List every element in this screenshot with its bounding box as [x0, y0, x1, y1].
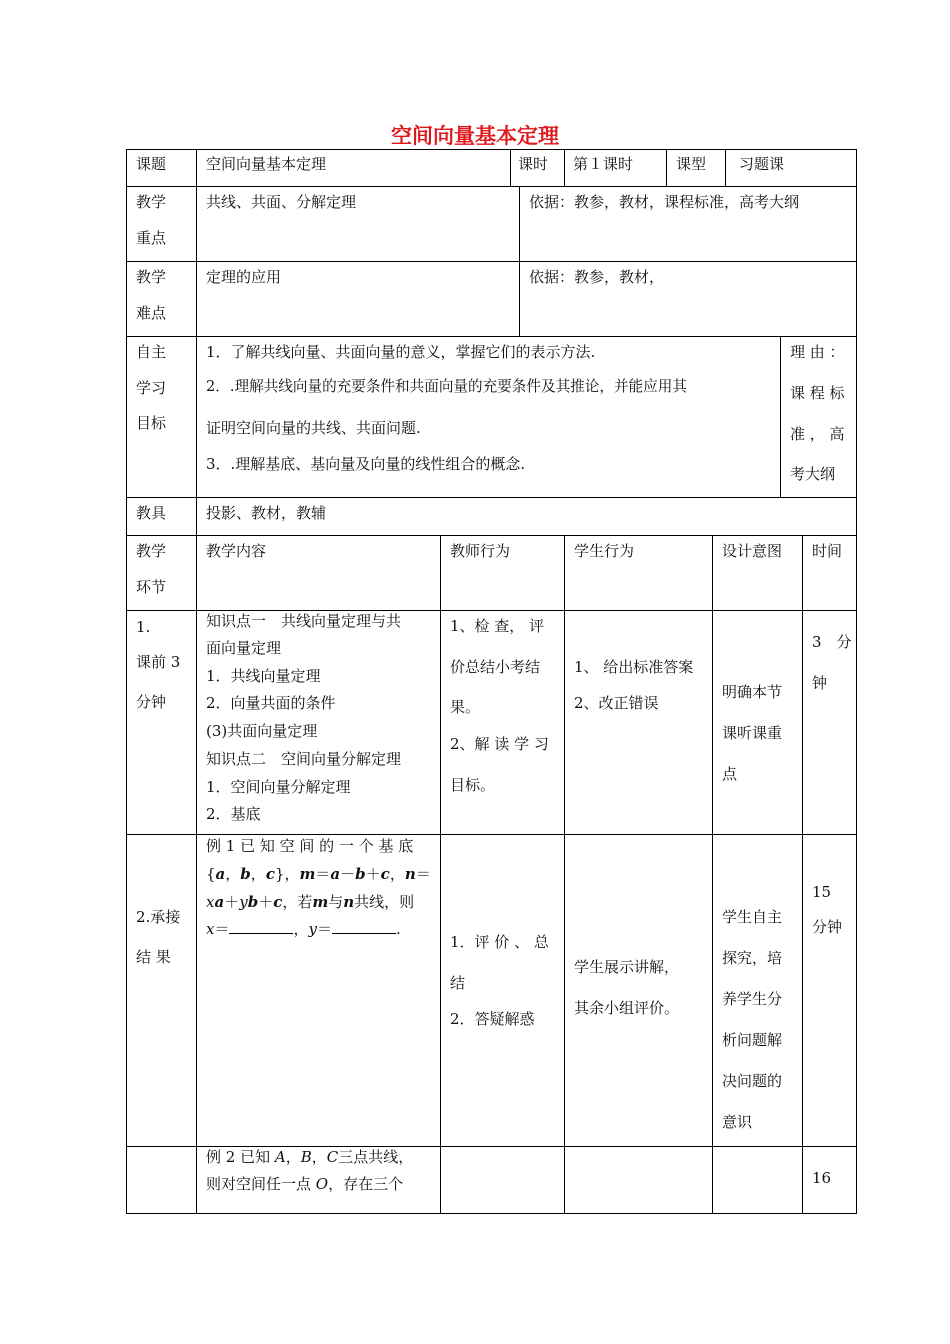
student-line: 1、 给出标准答案 [574, 658, 694, 676]
intent-line: 析问题解 [722, 1031, 783, 1049]
table-rule [519, 186, 520, 337]
table-rule [856, 149, 857, 1214]
example-2-line: 则对空间任一点 O，存在三个 [206, 1175, 404, 1193]
teacher-line: 结 [450, 974, 466, 992]
teacher-line: 1．评 价 、 总 [450, 933, 549, 951]
difficulties-label: 难点 [136, 304, 167, 322]
table-rule [780, 336, 781, 498]
objective-item: 3．.理解基底、基向量及向量的线性组合的概念. [206, 455, 526, 473]
content-line: 1．空间向量分解定理 [206, 778, 351, 796]
time-cell: 15 [812, 883, 832, 901]
topic-label: 课题 [136, 155, 167, 173]
table-rule [126, 336, 857, 337]
tools-label: 教具 [136, 504, 167, 522]
intent-line: 探究，培 [722, 949, 783, 967]
table-rule [440, 535, 441, 1214]
objective-item: 2．.理解共线向量的充要条件和共面向量的充要条件及其推论，并能应用其 [206, 378, 687, 395]
table-rule [712, 535, 713, 1214]
intent-line: 学生自主 [722, 908, 783, 926]
table-rule [126, 834, 857, 835]
content-line: 知识点一 共线向量定理与共 [206, 612, 402, 630]
lesson-type-label: 课型 [676, 155, 707, 173]
difficulties-basis: 依据：教参，教材， [529, 268, 665, 286]
table-rule [126, 149, 857, 150]
answer-blank[interactable] [332, 921, 396, 934]
time-cell: 3 分 [812, 633, 852, 651]
intent-line: 明确本节 [722, 683, 783, 701]
intent-line: 决问题的 [722, 1072, 783, 1090]
objectives-reason: 考大纲 [790, 465, 836, 483]
teacher-line: 2、解 读 学 习 [450, 735, 549, 753]
objective-item: 1．了解共线向量、共面向量的意义，掌握它们的表示方法. [206, 343, 596, 361]
time-cell: 16 [812, 1169, 832, 1187]
objectives-label: 学习 [136, 379, 167, 397]
intent-line: 点 [722, 765, 738, 783]
column-header-stage: 教学 [136, 542, 167, 560]
document-title: 空间向量基本定理 [391, 124, 559, 148]
table-rule [196, 149, 197, 1214]
objectives-label: 自主 [136, 343, 167, 361]
column-header-stage: 环节 [136, 578, 167, 596]
stage-cell: 结 果 [136, 948, 171, 966]
objectives-label: 目标 [136, 414, 167, 432]
table-rule [564, 535, 565, 1214]
stage-cell: 课前 3 [136, 653, 181, 671]
content-line: 2．向量共面的条件 [206, 694, 336, 712]
period-label: 课时 [518, 155, 549, 173]
table-rule [126, 497, 857, 498]
student-line: 其余小组评价。 [574, 999, 680, 1017]
stage-cell: 分钟 [136, 693, 167, 711]
table-rule [510, 149, 511, 187]
time-cell: 分钟 [812, 918, 843, 936]
key-points-label: 重点 [136, 229, 167, 247]
difficulties-label: 教学 [136, 268, 167, 286]
content-line: (3)共面向量定理 [206, 722, 318, 740]
example-1-line: {a，b，c}，m＝a－b＋c，n＝ [206, 865, 431, 883]
teacher-line: 果。 [450, 698, 481, 716]
objectives-reason: 课 程 标 [790, 384, 845, 402]
column-header-intent: 设计意图 [722, 542, 783, 560]
key-points-content: 共线、共面、分解定理 [206, 193, 357, 211]
intent-line: 养学生分 [722, 990, 783, 1008]
table-rule [126, 149, 127, 1214]
table-rule [126, 261, 857, 262]
objectives-reason: 准 ， 高 [790, 425, 845, 443]
column-header-content: 教学内容 [206, 542, 267, 560]
teacher-line: 目标。 [450, 776, 496, 794]
objectives-reason: 理 由 ： [790, 343, 845, 361]
example-1-line: xa＋yb＋c，若m与n共线，则 [206, 893, 415, 911]
table-rule [666, 149, 667, 187]
intent-line: 课听课重 [722, 724, 783, 742]
period-value: 第１课时 [573, 155, 634, 173]
teacher-line: 价总结小考结 [450, 658, 541, 676]
content-line: 2．基底 [206, 805, 261, 823]
objective-item: 证明空间向量的共线、共面问题. [206, 419, 421, 437]
table-rule [802, 535, 803, 1214]
content-line: 1．共线向量定理 [206, 667, 321, 685]
intent-line: 意识 [722, 1113, 753, 1131]
content-line: 面向量定理 [206, 639, 282, 657]
student-line: 学生展示讲解， [574, 958, 680, 976]
lesson-type-value: 习题课 [739, 155, 785, 173]
key-points-basis: 依据：教参，教材，课程标准，高考大纲 [529, 193, 800, 211]
example-2-line: 例 2 已知 A，B，C三点共线， [206, 1148, 414, 1166]
table-rule [564, 149, 565, 187]
table-rule [126, 1213, 857, 1214]
example-1-line: 例 1 已 知 空 间 的 一 个 基 底 [206, 837, 414, 855]
column-header-student: 学生行为 [574, 542, 635, 560]
answer-blank[interactable] [229, 921, 293, 934]
teacher-line: 1、检 查， 评 [450, 617, 545, 635]
difficulties-content: 定理的应用 [206, 268, 282, 286]
tools-content: 投影、教材，教辅 [206, 504, 327, 522]
column-header-teacher: 教师行为 [450, 542, 511, 560]
table-rule [126, 535, 857, 536]
column-header-time: 时间 [812, 542, 843, 560]
table-rule [725, 149, 726, 187]
topic-value: 空间向量基本定理 [206, 155, 327, 173]
content-line: 知识点二 空间向量分解定理 [206, 750, 402, 768]
stage-cell: 1. [136, 618, 151, 636]
time-cell: 钟 [812, 674, 828, 692]
student-line: 2、改正错误 [574, 694, 659, 712]
teacher-line: 2．答疑解惑 [450, 1010, 535, 1028]
stage-cell: 2.承接 [136, 908, 181, 926]
table-rule [126, 186, 857, 187]
example-1-line: x＝ ，y＝ . [206, 920, 401, 938]
key-points-label: 教学 [136, 193, 167, 211]
